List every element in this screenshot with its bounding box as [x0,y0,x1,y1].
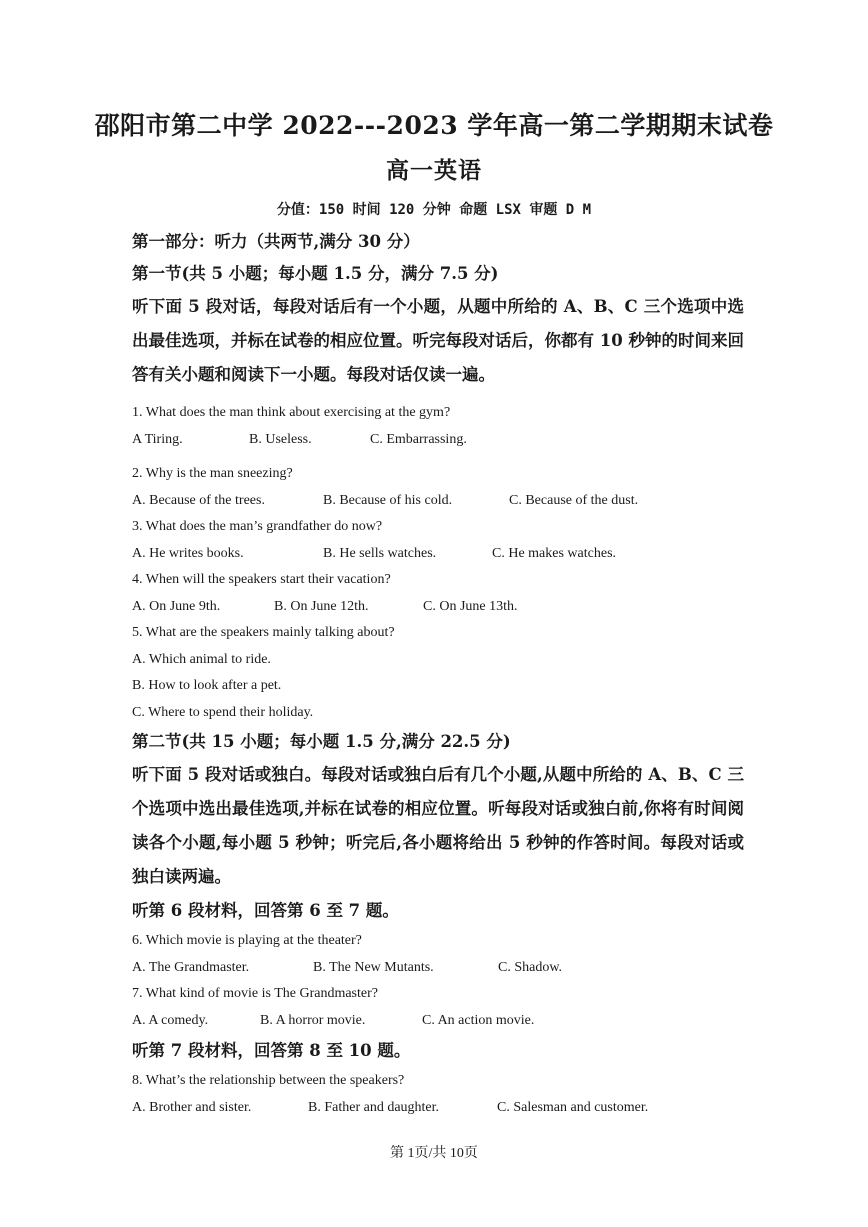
exam-meta: 分值：150 时间 120 分钟 命题 LSX 审题 D M [276,202,592,218]
question-3-options [132,541,744,568]
option-c: C. An action movie. [422,1012,535,1028]
question-2: 2. Why is the man sneezing? [132,466,293,481]
section2-instructions: 听下面 5 段对话或独白。每段对话或独白后有几个小题,从题中所给的 A、B、C 三个选项中选出最佳选项,并标在试卷的相应位置。听每段对话或独白前,你将有时间阅读各个小题,每小题 5 秒钟；听完后,各小题将给出 5 秒钟的作答时间。每段对话或独白读两遍。 [132,765,744,886]
option-b: B. Useless. [249,431,312,447]
option-c: C. Salesman and customer. [497,1099,649,1115]
page-number: 第 1页/共 10页 [390,1146,478,1161]
material-6-instruction: 听第 6 段材料，回答第 6 至 7 题。 [132,901,399,920]
part1-heading: 第一部分：听力（共两节,满分 30 分） [132,232,420,251]
option-a: A. Brother and sister. [132,1099,252,1115]
question-8: 8. What’s the relationship between the speakers? [132,1073,405,1088]
question-3: 3. What does the man’s grandfather do now? [132,519,383,534]
exam-subtitle: 高一英语 [386,157,482,184]
material-7-instruction: 听第 7 段材料，回答第 8 至 10 题。 [132,1041,411,1060]
option-c: C. Because of the dust. [509,492,639,508]
option-a: A. He writes books. [132,545,244,561]
option-b: B. On June 12th. [274,598,369,614]
option-c: C. Where to spend their holiday. [132,704,314,720]
question-4: 4. When will the speakers start their vacation? [132,572,391,587]
option-b: B. Father and daughter. [308,1099,440,1115]
option-a: A. The Grandmaster. [132,959,250,975]
option-a: A. Which animal to ride. [132,651,271,667]
section1-heading: 第一节(共 5 小题；每小题 1.5 分，满分 7.5 分) [132,264,499,283]
question-6-options [132,955,744,982]
question-2-options [132,488,744,515]
option-a: A. A comedy. [132,1012,209,1028]
option-b: B. Because of his cold. [323,492,453,508]
question-6: 6. Which movie is playing at the theater? [132,933,362,948]
exam-title: 邵阳市第二中学 2022---2023 学年高一第二学期期末试卷 [94,111,774,140]
option-b: B. How to look after a pet. [132,678,282,693]
option-a: A Tiring. [132,431,183,447]
question-1: 1. What does the man think about exercising at the gym? [132,405,451,420]
option-b: B. A horror movie. [260,1012,366,1028]
option-c: C. On June 13th. [423,598,518,614]
section2-heading: 第二节(共 15 小题；每小题 1.5 分,满分 22.5 分) [132,732,511,751]
option-c: C. He makes watches. [492,545,617,561]
question-5: 5. What are the speakers mainly talking about? [132,625,395,640]
question-7-options [132,1008,744,1035]
question-8-options [132,1095,744,1122]
option-b: B. The New Mutants. [313,959,434,975]
question-4-options [132,594,744,621]
question-1-options [132,427,744,454]
question-7: 7. What kind of movie is The Grandmaster? [132,986,378,1001]
option-b: B. He sells watches. [323,545,437,561]
exam-content [132,226,744,1121]
option-a: A. On June 9th. [132,598,221,614]
option-c: C. Embarrassing. [370,431,467,447]
option-a: A. Because of the trees. [132,492,265,508]
section1-instructions: 听下面 5 段对话，每段对话后有一个小题，从题中所给的 A、B、C 三个选项中选出最佳选项，并标在试卷的相应位置。听完每段对话后，你都有 10 秒钟的时间来回答有关小题和阅读下一小题。每段对话仅读一遍。 [132,297,744,384]
option-c: C. Shadow. [498,959,563,975]
